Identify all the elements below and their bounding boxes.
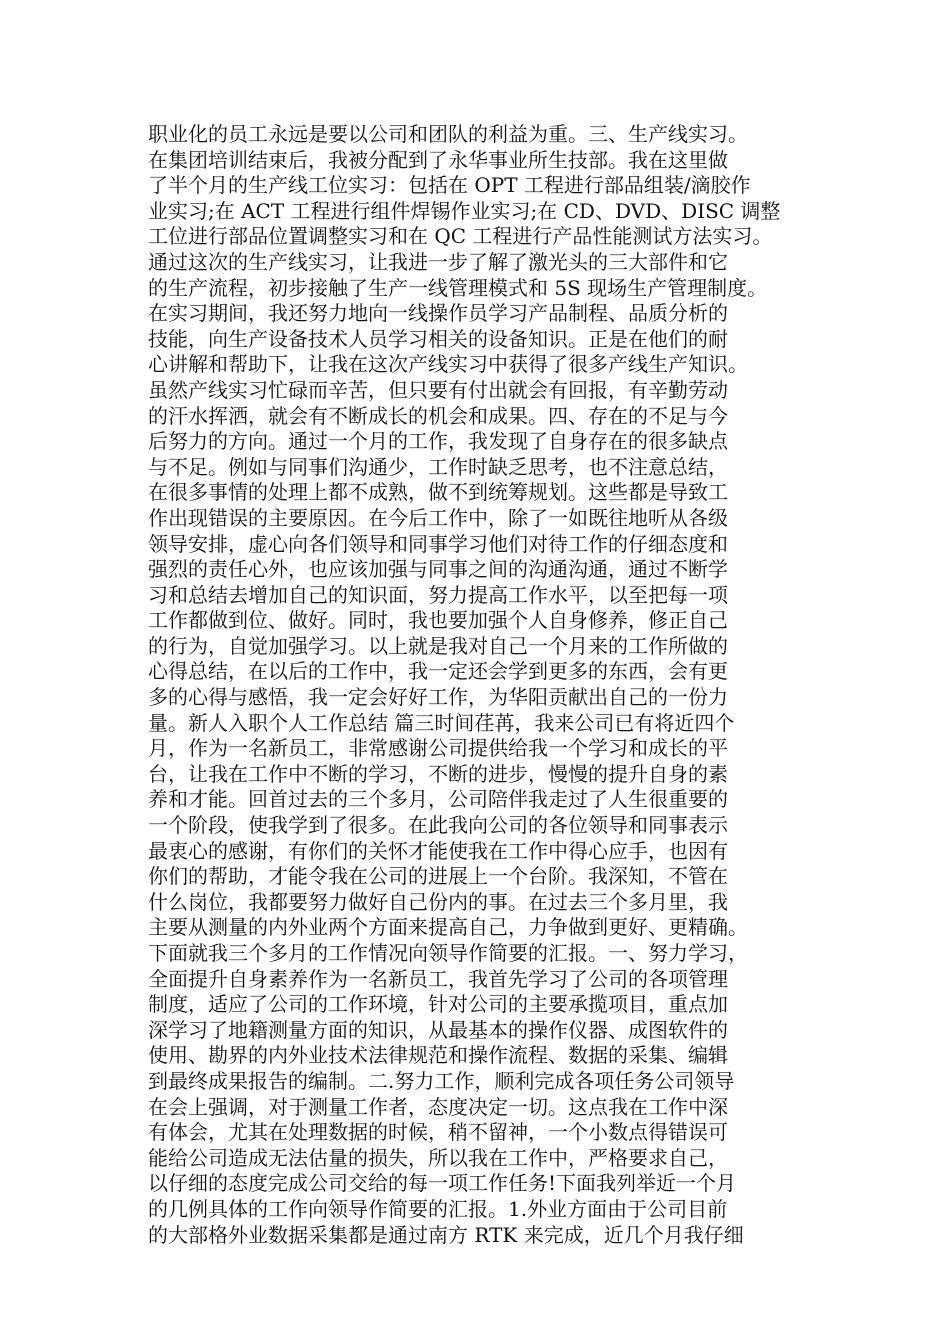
text-line: 的汗水挥洒，就会有不断成长的机会和成果。四、存在的不足与今 (148, 403, 728, 428)
text-line: 强烈的责任心外，也应该加强与同事之间的沟通沟通，通过不断学 (148, 557, 728, 582)
text-line: 下面就我三个多月的工作情况向领导作简要的汇报。一、努力学习， (148, 941, 748, 965)
document-body-text (148, 122, 808, 1248)
text-line: 虽然产线实习忙碌而辛苦，但只要有付出就会有回报，有辛勤劳动 (148, 377, 728, 402)
text-line: 养和才能。回首过去的三个多月，公司陪伴我走过了人生很重要的 (148, 787, 728, 812)
text-line: 作出现错误的主要原因。在今后工作中，除了一如既往地听从各级 (148, 505, 728, 530)
text-line: 一个阶段，使我学到了很多。在此我向公司的各位领导和同事表示 (148, 813, 728, 838)
text-line: 主要从测量的内外业两个方面来提高自己，力争做到更好、更精确。 (148, 915, 748, 940)
text-line: 月，作为一名新员工，非常感谢公司提供给我一个学习和成长的平 (148, 736, 728, 761)
text-line: 后努力的方向。通过一个月的工作，我发现了自身存在的很多缺点 (148, 429, 728, 454)
text-line: 领导安排，虚心向各们领导和同事学习他们对待工作的仔细态度和 (148, 531, 728, 556)
text-line: 全面提升自身素养作为一名新员工，我首先学习了公司的各项管理 (148, 966, 728, 991)
text-line: 最衷心的感谢，有你们的关怀才能使我在工作中得心应手，也因有 (148, 838, 728, 863)
text-line: 量。新人入职个人工作总结 篇三时间荏苒，我来公司已有将近四个 (148, 710, 735, 735)
text-line: 以仔细的态度完成公司交给的每一项工作任务!下面我列举近一个月 (148, 1171, 737, 1196)
text-line: 的行为，自觉加强学习。以上就是我对自己一个月来的工作所做的 (148, 633, 728, 658)
text-line: 业实习;在 ACT 工程进行组件焊锡作业实习;在 CD、DVD、DISC 调整 (148, 198, 781, 223)
text-line: 习和总结去增加自己的知识面，努力提高工作水平，以至把每一项 (148, 582, 728, 607)
text-line: 在很多事情的处理上都不成熟，做不到统筹规划。这些都是导致工 (148, 480, 728, 505)
text-line: 心得总结，在以后的工作中，我一定还会学到更多的东西，会有更 (148, 659, 728, 684)
text-line: 在会上强调，对于测量工作者，态度决定一切。这点我在工作中深 (148, 1094, 728, 1119)
text-line: 与不足。例如与同事们沟通少，工作时缺乏思考，也不注意总结， (148, 454, 728, 479)
text-line: 的大部格外业数据采集都是通过南方 RTK 来完成，近几个月我仔细 (148, 1222, 744, 1247)
text-line: 使用、勘界的内外业技术法律规范和操作流程、数据的采集、编辑 (148, 1043, 728, 1068)
text-line: 职业化的员工永远是要以公司和团队的利益为重。三、生产线实习。 (148, 122, 748, 146)
text-line: 的几例具体的工作向领导作简要的汇报。1.外业方面由于公司目前 (148, 1196, 728, 1221)
text-line: 的生产流程，初步接触了生产一线管理模式和 5S 现场生产管理制度。 (148, 275, 768, 300)
text-line: 工作都做到位、做好。同时，我也要加强个人自身修养，修正自己 (148, 608, 728, 633)
text-line: 工位进行部品位置调整实习和在 QC 工程进行产品性能测试方法实习。 (148, 224, 773, 249)
text-line: 什么岗位，我都要努力做好自己份内的事。在过去三个多月里，我 (148, 889, 728, 914)
text-line: 到最终成果报告的编制。二.努力工作，顺利完成各项任务公司领导 (148, 1068, 735, 1093)
text-line: 你们的帮助，才能令我在公司的进展上一个台阶。我深知，不管在 (148, 864, 728, 889)
text-line: 了半个月的生产线工位实习：包括在 OPT 工程进行部品组装/滴胶作 (148, 173, 751, 198)
text-line: 在集团培训结束后，我被分配到了永华事业所生技部。我在这里做 (148, 147, 728, 172)
text-line: 心讲解和帮助下，让我在这次产线实习中获得了很多产线生产知识。 (148, 352, 748, 377)
text-line: 台，让我在工作中不断的学习，不断的进步，慢慢的提升自身的素 (148, 761, 728, 786)
text-line: 技能，向生产设备技术人员学习相关的设备知识。正是在他们的耐 (148, 326, 728, 351)
text-line: 多的心得与感悟，我一定会好好工作，为华阳贡献出自己的一份力 (148, 685, 728, 710)
text-line: 通过这次的生产线实习，让我进一步了解了激光头的三大部件和它 (148, 249, 728, 274)
text-line: 制度，适应了公司的工作环境，针对公司的主要承揽项目，重点加 (148, 992, 728, 1017)
text-line: 能给公司造成无法估量的损失，所以我在工作中，严格要求自己， (148, 1145, 728, 1170)
text-line: 深学习了地籍测量方面的知识，从最基本的操作仪器、成图软件的 (148, 1017, 728, 1042)
text-line: 在实习期间，我还努力地向一线操作员学习产品制程、品质分析的 (148, 301, 728, 326)
text-line: 有体会，尤其在处理数据的时候，稍不留神，一个小数点得错误可 (148, 1120, 728, 1145)
